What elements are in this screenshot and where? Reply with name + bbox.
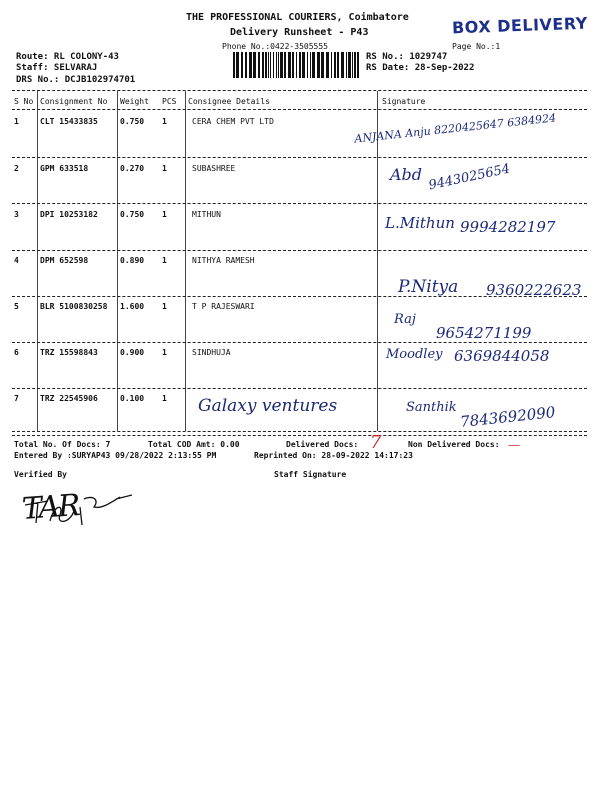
non-delivered-label: Non Delivered Docs: <box>408 440 500 449</box>
row-consignment: TRZ 15598843 <box>40 348 98 357</box>
row-signature: Raj <box>394 312 416 327</box>
row-weight: 1.600 <box>120 302 145 311</box>
delivered-docs-label: Delivered Docs: <box>286 440 359 449</box>
row-consignment: CLT 15433835 <box>40 117 98 126</box>
rs-number: RS No.: 1029747 <box>366 52 448 62</box>
table-top-rule <box>12 90 587 91</box>
row-sno: 6 <box>14 348 19 357</box>
row-rule <box>12 250 587 251</box>
row-consignment: BLR 5100830258 <box>40 302 108 311</box>
row-sno: 4 <box>14 256 19 265</box>
row-sno: 7 <box>14 394 19 403</box>
row-pcs: 1 <box>162 117 167 126</box>
total-docs: Total No. Of Docs: 7 <box>14 440 111 449</box>
row-consignee: NITHYA RAMESH <box>192 256 255 265</box>
row-consignee: SUBASHREE <box>192 164 236 173</box>
row-sno: 5 <box>14 302 19 311</box>
row-rule <box>12 157 587 158</box>
row-consignment: DPM 652598 <box>40 256 89 265</box>
row-signature: ANJANA Anju 8220425647 6384924 <box>353 111 557 146</box>
row-phone: 9654271199 <box>436 324 532 342</box>
runsheet-title: Delivery Runsheet - P43 <box>230 27 369 38</box>
row-consignment: TRZ 22545906 <box>40 394 98 403</box>
row-rule <box>12 388 587 389</box>
entered-by: Entered By :SURYAP43 09/28/2022 2:13:55 PM <box>14 451 217 460</box>
reprinted-on: Reprinted On: 28-09-2022 14:17:23 <box>254 451 413 460</box>
row-weight: 0.890 <box>120 256 145 265</box>
row-consignee: MITHUN <box>192 210 221 219</box>
row-weight: 0.270 <box>120 164 145 173</box>
row-weight: 0.750 <box>120 117 145 126</box>
col-header-consignment: Consignment No <box>40 97 108 106</box>
row-sno: 1 <box>14 117 19 126</box>
col-header-pcs: PCS <box>162 97 177 106</box>
row-sno: 2 <box>14 164 19 173</box>
header-bottom-rule <box>12 109 587 110</box>
row-signature: Abd <box>390 165 423 184</box>
row-phone: 9994282197 <box>460 218 556 236</box>
staff-label: Staff: SELVARAJ <box>16 63 98 73</box>
col-header-sno: S No <box>14 97 34 106</box>
row-pcs: 1 <box>162 394 167 403</box>
col-header-consignee: Consignee Details <box>188 97 270 106</box>
row-signature: Santhik <box>406 400 457 415</box>
row-pcs: 1 <box>162 302 167 311</box>
row-rule <box>12 203 587 204</box>
row-pcs: 1 <box>162 256 167 265</box>
col-divider <box>185 91 186 431</box>
row-sno: 3 <box>14 210 19 219</box>
signature-scribble-icon <box>20 485 140 530</box>
row-consignee: T P RAJESWARI <box>192 302 255 311</box>
row-rule <box>12 342 587 343</box>
row-pcs: 1 <box>162 210 167 219</box>
row-weight: 0.100 <box>120 394 145 403</box>
staff-signature-label: Staff Signature <box>274 470 347 479</box>
col-divider <box>117 91 118 431</box>
row-pcs: 1 <box>162 164 167 173</box>
page-number: Page No.:1 <box>452 42 501 51</box>
row-weight: 0.750 <box>120 210 145 219</box>
row-phone: 9443025654 <box>427 161 512 194</box>
row-consignee: SINDHUJA <box>192 348 231 357</box>
verifier-signature: TAR <box>20 488 80 527</box>
route-label: Route: RL COLONY-43 <box>16 52 119 62</box>
table-bottom-rule <box>12 431 587 432</box>
verified-by-label: Verified By <box>14 470 67 479</box>
row-rule <box>12 296 587 297</box>
rs-date: RS Date: 28-Sep-2022 <box>366 63 475 73</box>
total-cod: Total COD Amt: 0.00 <box>148 440 240 449</box>
row-consignee-handwritten: Galaxy ventures <box>198 396 338 416</box>
row-signature: L.Mithun <box>385 214 455 232</box>
col-header-weight: Weight <box>120 97 149 106</box>
row-signature: P.Nitya <box>398 277 459 297</box>
row-consignee: CERA CHEM PVT LTD <box>192 117 274 126</box>
row-weight: 0.900 <box>120 348 145 357</box>
col-header-signature: Signature <box>382 97 426 106</box>
company-name: THE PROFESSIONAL COURIERS, Coimbatore <box>186 12 409 23</box>
row-consignment: GPM 633518 <box>40 164 89 173</box>
table-bottom-rule <box>12 435 587 436</box>
barcode-icon <box>232 52 360 78</box>
drs-number: DRS No.: DCJB102974701 <box>16 75 136 85</box>
phone-number: Phone No.:0422-3505555 <box>222 42 328 51</box>
row-pcs: 1 <box>162 348 167 357</box>
row-phone: 7843692090 <box>459 403 557 431</box>
row-phone: 6369844058 <box>454 347 550 365</box>
row-consignment: DPI 10253182 <box>40 210 98 219</box>
delivered-docs-value: 7 <box>370 432 382 453</box>
row-signature: Moodley <box>386 347 443 362</box>
non-delivered-value: — <box>508 438 520 452</box>
box-delivery-stamp: BOX DELIVERY <box>451 13 589 38</box>
col-divider <box>37 91 38 431</box>
row-phone: 9360222623 <box>486 281 582 299</box>
